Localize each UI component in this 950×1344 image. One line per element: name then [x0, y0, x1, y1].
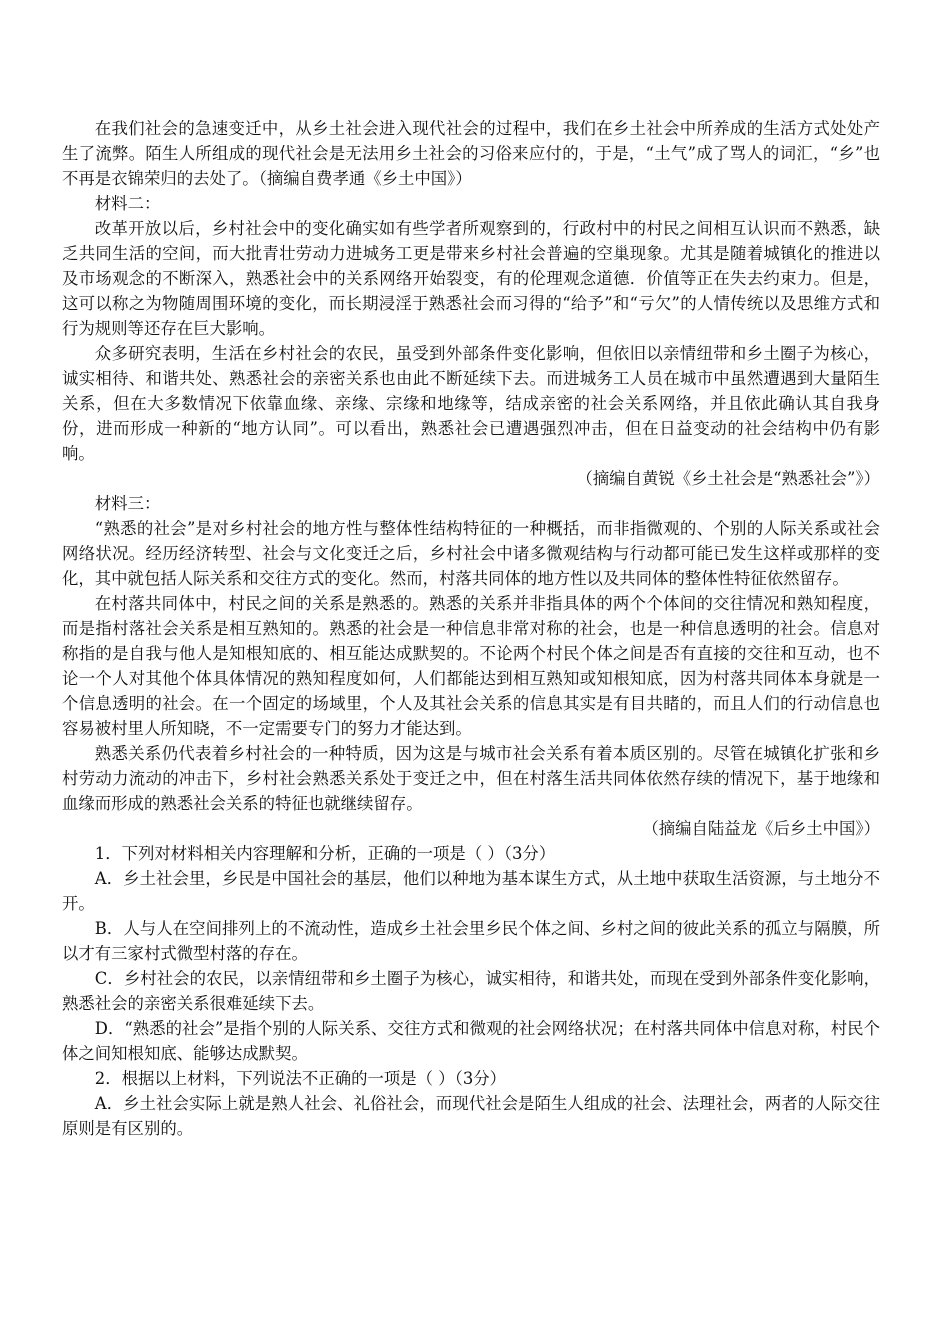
- material3-heading: 材料三：: [94, 494, 161, 513]
- material2-paragraph-2: 众多研究表明，生活在乡村社会的农民，虽受到外部条件变化影响，但依旧以亲情纽带和乡土圈子为核心，诚实相待、和谐共处、熟悉社会的亲密关系也由此不断延续下去。而进城务工人员在城市中虽然遭遇到大量陌生关系，但在大多数情况下依靠血缘、亲缘、宗缘和地缘等，结成亲密的社会关系网络，并且依此确认其自我身份，进而形成一种新的“地方认同”。可以看出，熟悉社会已遭遇强烈冲击，但在日益变动的社会结构中仍有影响。: [62, 344, 880, 463]
- material3-paragraph-2: 在村落共同体中，村民之间的关系是熟悉的。熟悉的关系并非指具体的两个个体间的交往情况和熟知程度，而是指村落社会关系是相互熟知的。熟悉的社会是一种信息非常对称的社会，也是一种信息透明的社会。信息对称指的是自我与他人是知根知底的、相互能达成默契的。不论两个村民个体之间是否有直接的交往和互动，也不论一个人对其他个体具体情况的熟知程度如何，人们都能达到相互熟知或知根知底，因为村落共同体本身就是一个信息透明的社会。在一个固定的场域里，个人及其社会关系的信息其实是有目共睹的，而且人们的行动信息也容易被村里人所知晓，不一定需要专门的努力才能达到。: [62, 594, 880, 738]
- document-page: [62, 116, 880, 1141]
- material3-paragraph-3: 熟悉关系仍代表着乡村社会的一种特质，因为这是与城市社会关系有着本质区别的。尽管在城镇化扩张和乡村劳动力流动的冲击下，乡村社会熟悉关系处于变迁之中，但在村落生活共同体依然存续的情况下，基于地缘和血缘而形成的熟悉社会关系的特征也就继续留存。: [62, 744, 880, 813]
- question-2-stem: 2．根据以上材料，下列说法不正确的一项是（ ）（3分）: [94, 1069, 507, 1088]
- material2-source: （摘编自黄锐《乡土社会是“熟悉社会”》）: [576, 469, 880, 488]
- material3-source: （摘编自陆益龙《后乡土中国》）: [642, 819, 880, 838]
- question-2-option-a: A．乡土社会实际上就是熟人社会、礼俗社会，而现代社会是陌生人组成的社会、法理社会，两者的人际交往原则是有区别的。: [62, 1094, 880, 1138]
- question-1-option-b: B．人与人在空间排列上的不流动性，造成乡土社会里乡民个体之间、乡村之间的彼此关系的孤立与隔膜，所以才有三家村式微型村落的存在。: [62, 919, 880, 963]
- question-1-option-d: D．“熟悉的社会”是指个别的人际关系、交往方式和微观的社会网络状况；在村落共同体中信息对称，村民个体之间知根知底、能够达成默契。: [62, 1019, 880, 1063]
- material2-heading: 材料二：: [94, 194, 161, 213]
- material2-paragraph-1: 改革开放以后，乡村社会中的变化确实如有些学者所观察到的，行政村中的村民之间相互认识而不熟悉，缺乏共同生活的空间，而大批青壮劳动力进城务工更是带来乡村社会普遍的空巢现象。尤其是随着城镇化的推进以及市场观念的不断深入，熟悉社会中的关系网络开始裂变，有的伦理观念道德．价值等正在失去约束力。但是，这可以称之为物随周围环境的变化，而长期浸淫于熟悉社会而习得的“给予”和“亏欠”的人情传统以及思维方式和行为规则等还存在巨大影响。: [62, 219, 880, 338]
- material3-paragraph-1: “熟悉的社会”是对乡村社会的地方性与整体性结构特征的一种概括，而非指微观的、个别的人际关系或社会网络状况。经历经济转型、社会与文化变迁之后，乡村社会中诸多微观结构与行动都可能已发生这样或那样的变化，其中就包括人际关系和交往方式的变化。然而，村落共同体的地方性以及共同体的整体性特征依然留存。: [62, 519, 880, 588]
- question-1-option-a: A．乡土社会里，乡民是中国社会的基层，他们以种地为基本谋生方式，从土地中获取生活资源，与土地分不开。: [62, 869, 880, 913]
- material1-tail-paragraph: 在我们社会的急速变迁中，从乡土社会进入现代社会的过程中，我们在乡土社会中所养成的生活方式处处产生了流弊。陌生人所组成的现代社会是无法用乡土社会的习俗来应付的，于是，“土气”成了骂人的词汇，“乡”也不再是衣锦荣归的去处了。（摘编自费孝通《乡土中国》）: [62, 119, 880, 188]
- question-1-stem: 1．下列对材料相关内容理解和分析，正确的一项是（ ）（3分）: [94, 844, 556, 863]
- question-1-option-c: C．乡村社会的农民，以亲情纽带和乡土圈子为核心，诚实相待，和谐共处，而现在受到外部条件变化影响，熟悉社会的亲密关系很难延续下去。: [62, 969, 880, 1013]
